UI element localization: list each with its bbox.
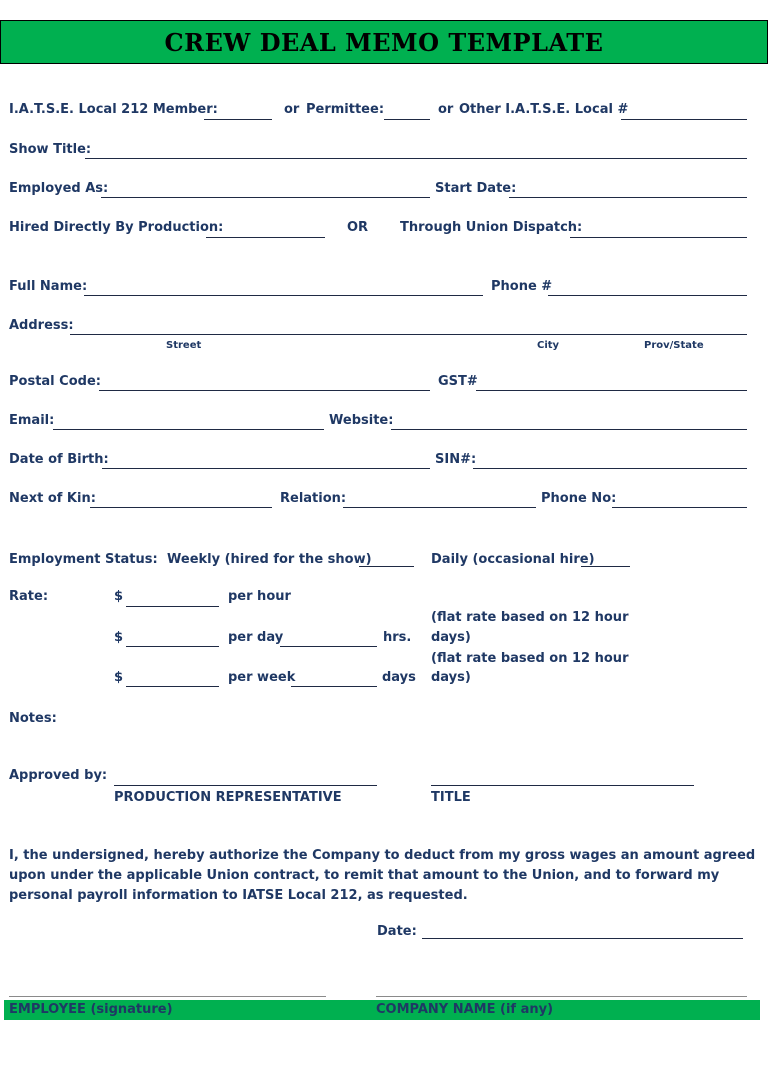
start-date-label: Start Date: bbox=[435, 181, 517, 196]
email-label: Email: bbox=[9, 413, 55, 428]
employed-as-label: Employed As: bbox=[9, 181, 109, 196]
document-title: CREW DEAL MEMO TEMPLATE bbox=[164, 27, 604, 57]
address-field[interactable] bbox=[70, 334, 747, 335]
permittee-field[interactable] bbox=[384, 119, 430, 120]
full-name-field[interactable] bbox=[84, 295, 483, 296]
website-label: Website: bbox=[329, 413, 394, 428]
date-label: Date: bbox=[377, 924, 417, 939]
weekly-field[interactable] bbox=[359, 566, 414, 567]
phone-field[interactable] bbox=[548, 295, 747, 296]
flat-rate-note-cont: days) bbox=[431, 630, 471, 645]
per-week-days-field[interactable] bbox=[291, 686, 377, 687]
per-hour-label: per hour bbox=[228, 589, 291, 604]
notes-label: Notes: bbox=[9, 711, 57, 726]
production-rep-signature-field[interactable] bbox=[114, 785, 377, 786]
member-label: I.A.T.S.E. Local 212 Member: bbox=[9, 102, 218, 117]
member-field[interactable] bbox=[204, 119, 272, 120]
per-hour-field[interactable] bbox=[126, 606, 219, 607]
per-day-field[interactable] bbox=[126, 646, 219, 647]
date-field[interactable] bbox=[422, 938, 743, 939]
flat-rate-note: (flat rate based on 12 hour bbox=[431, 651, 629, 666]
per-day-hours-field[interactable] bbox=[280, 646, 377, 647]
authorization-paragraph: I, the undersigned, hereby authorize the Company to deduct from my gross wages an amount agreed upon under the applicable Union contract, to remit that amount to the Union, and to forward my personal payroll information to IATSE Local 212, as requested. bbox=[9, 848, 756, 903]
address-street-caption: Street bbox=[166, 340, 202, 351]
relation-label: Relation: bbox=[280, 491, 347, 506]
or-text: or bbox=[438, 102, 454, 117]
footer-bar bbox=[4, 1000, 760, 1020]
postal-code-field[interactable] bbox=[99, 390, 430, 391]
sin-field[interactable] bbox=[473, 468, 747, 469]
date-of-birth-field[interactable] bbox=[102, 468, 430, 469]
sin-label: SIN#: bbox=[435, 452, 477, 467]
company-name-line[interactable] bbox=[376, 996, 747, 997]
rate-label: Rate: bbox=[9, 589, 49, 604]
show-title-label: Show Title: bbox=[9, 142, 92, 157]
other-local-field[interactable] bbox=[621, 119, 747, 120]
address-label: Address: bbox=[9, 318, 74, 333]
next-of-kin-field[interactable] bbox=[90, 507, 272, 508]
title-caption: TITLE bbox=[431, 790, 471, 805]
employee-signature-caption: EMPLOYEE (signature) bbox=[9, 1002, 173, 1017]
gst-field[interactable] bbox=[476, 390, 747, 391]
currency-symbol: $ bbox=[114, 670, 124, 685]
show-title-field[interactable] bbox=[85, 158, 747, 159]
flat-rate-note-cont: days) bbox=[431, 670, 471, 685]
union-dispatch-field[interactable] bbox=[570, 237, 747, 238]
other-local-label: Other I.A.T.S.E. Local # bbox=[459, 102, 629, 117]
weekly-label: Weekly (hired for the show) bbox=[167, 552, 372, 567]
union-dispatch-label: Through Union Dispatch: bbox=[400, 220, 583, 235]
daily-label: Daily (occasional hire) bbox=[431, 552, 595, 567]
permittee-label: Permittee: bbox=[306, 102, 385, 117]
currency-symbol: $ bbox=[114, 630, 124, 645]
phone-no-field[interactable] bbox=[612, 507, 747, 508]
per-week-label: per week bbox=[228, 670, 296, 685]
or-label: OR bbox=[347, 220, 369, 235]
website-field[interactable] bbox=[391, 429, 747, 430]
postal-code-label: Postal Code: bbox=[9, 374, 101, 389]
currency-symbol: $ bbox=[114, 589, 124, 604]
days-label: days bbox=[382, 670, 416, 685]
title-field[interactable] bbox=[431, 785, 694, 786]
hired-direct-label: Hired Directly By Production: bbox=[9, 220, 224, 235]
title-banner bbox=[0, 20, 768, 64]
gst-label: GST# bbox=[438, 374, 478, 389]
or-text: or bbox=[284, 102, 300, 117]
per-day-label: per day bbox=[228, 630, 284, 645]
approved-by-label: Approved by: bbox=[9, 768, 108, 783]
employed-as-field[interactable] bbox=[101, 197, 430, 198]
email-field[interactable] bbox=[53, 429, 324, 430]
hired-direct-field[interactable] bbox=[206, 237, 325, 238]
company-name-caption: COMPANY NAME (if any) bbox=[376, 1002, 554, 1017]
phone-no-label: Phone No: bbox=[541, 491, 617, 506]
per-week-field[interactable] bbox=[126, 686, 219, 687]
daily-field[interactable] bbox=[581, 566, 630, 567]
full-name-label: Full Name: bbox=[9, 279, 88, 294]
employee-signature-line[interactable] bbox=[9, 996, 326, 997]
start-date-field[interactable] bbox=[509, 197, 747, 198]
date-of-birth-label: Date of Birth: bbox=[9, 452, 109, 467]
flat-rate-note: (flat rate based on 12 hour bbox=[431, 610, 629, 625]
phone-label: Phone # bbox=[491, 279, 553, 294]
hrs-label: hrs. bbox=[383, 630, 412, 645]
employment-status-label: Employment Status: bbox=[9, 552, 158, 567]
address-city-caption: City bbox=[537, 340, 560, 351]
production-rep-caption: PRODUCTION REPRESENTATIVE bbox=[114, 790, 342, 805]
relation-field[interactable] bbox=[343, 507, 536, 508]
address-prov-caption: Prov/State bbox=[644, 340, 704, 351]
next-of-kin-label: Next of Kin: bbox=[9, 491, 96, 506]
